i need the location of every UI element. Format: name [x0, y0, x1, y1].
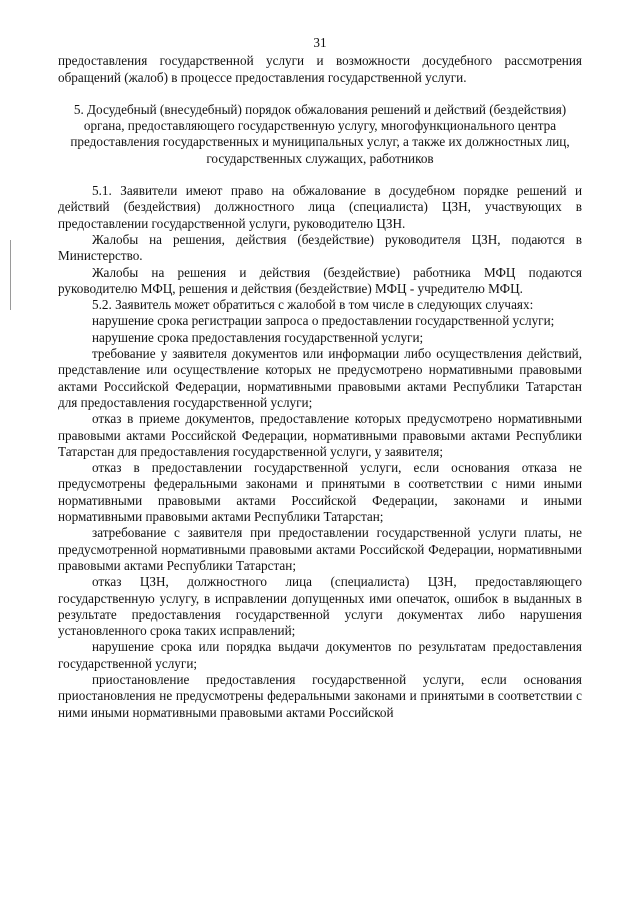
- scan-edge-mark: [10, 240, 11, 310]
- spacer: [58, 86, 582, 102]
- paragraph-5-1: 5.1. Заявители имеют право на обжалование в досудебном порядке решений и действий (бездействия) должностного лица (специалиста) ЦЗН, участвующих в предоставлении государственной услуги, руководителю ЦЗН.: [58, 183, 582, 231]
- list-item: нарушение срока предоставления государственной услуги;: [92, 329, 424, 345]
- list-item: требование у заявителя документов или информации либо осуществления действий, представление или осуществление которых не предусмотрено нормативными правовыми актами Российской Федерации, нормативными правовыми актами Республики Татарстан для предоставления государственной услуги;: [58, 346, 582, 410]
- list-item: отказ ЦЗН, должностного лица (специалиста) ЦЗН, предоставляющего государственную услугу, в исправлении допущенных ими опечаток, ошибок в выданных в результате предоставления государственной услуги документах либо нарушения установленного срока таких исправлений;: [58, 574, 582, 639]
- section-heading: 5. Досудебный (внесудебный) порядок обжалования решений и действий (бездействия) органа, предоставляющего государственную услугу, многофункционального центра предоставления государственных и муниципальных услуг, а также их должностных лиц, государственных служащих, работников: [70, 101, 570, 166]
- paragraph-complaints-head: Жалобы на решения, действия (бездействие) руководителя ЦЗН, подаются в Министерство.: [58, 231, 582, 264]
- list-item: приостановление предоставления государственной услуги, если основания приостановления не предусмотрены федеральными законами и принятыми в соответствии с ними иными нормативными правовыми актами Российской: [58, 671, 582, 720]
- list-item: нарушение срока регистрации запроса о предоставлении государственной услуги;: [92, 313, 555, 329]
- page-number: 31: [313, 35, 327, 50]
- list-item: отказ в приеме документов, предоставление которых предусмотрено нормативными правовыми актами Российской Федерации, нормативными правовыми актами Республики Татарстан для предоставления государственной услуги, у заявителя;: [58, 411, 582, 459]
- spacer: [58, 167, 582, 183]
- intro-paragraph: предоставления государственной услуги и возможности досудебного рассмотрения обращений (жалоб) в процессе предоставления государственной услуги.: [58, 53, 582, 85]
- list-item: нарушение срока или порядка выдачи документов по результатам предоставления государственной услуги;: [58, 639, 582, 671]
- list-item: отказ в предоставлении государственной услуги, если основания отказа не предусмотрены федеральными законами и принятыми в соответствии с ними иными нормативными правовыми актами Российской Федерации, законами и иными нормативными правовыми актами Республики Татарстан;: [58, 460, 582, 525]
- paragraph-complaints-mfc: Жалобы на решения и действия (бездействие) работника МФЦ подаются руководителю МФЦ, решения и действия (бездействие) МФЦ - учредителю МФЦ.: [58, 264, 582, 296]
- list-item: затребование с заявителя при предоставлении государственной услуги платы, не предусмотренной нормативными правовыми актами Российской Федерации, нормативными правовыми актами Республики Татарстан;: [58, 525, 582, 573]
- paragraph-5-2: 5.2. Заявитель может обратиться с жалобой в том числе в следующих случаях:: [92, 297, 534, 313]
